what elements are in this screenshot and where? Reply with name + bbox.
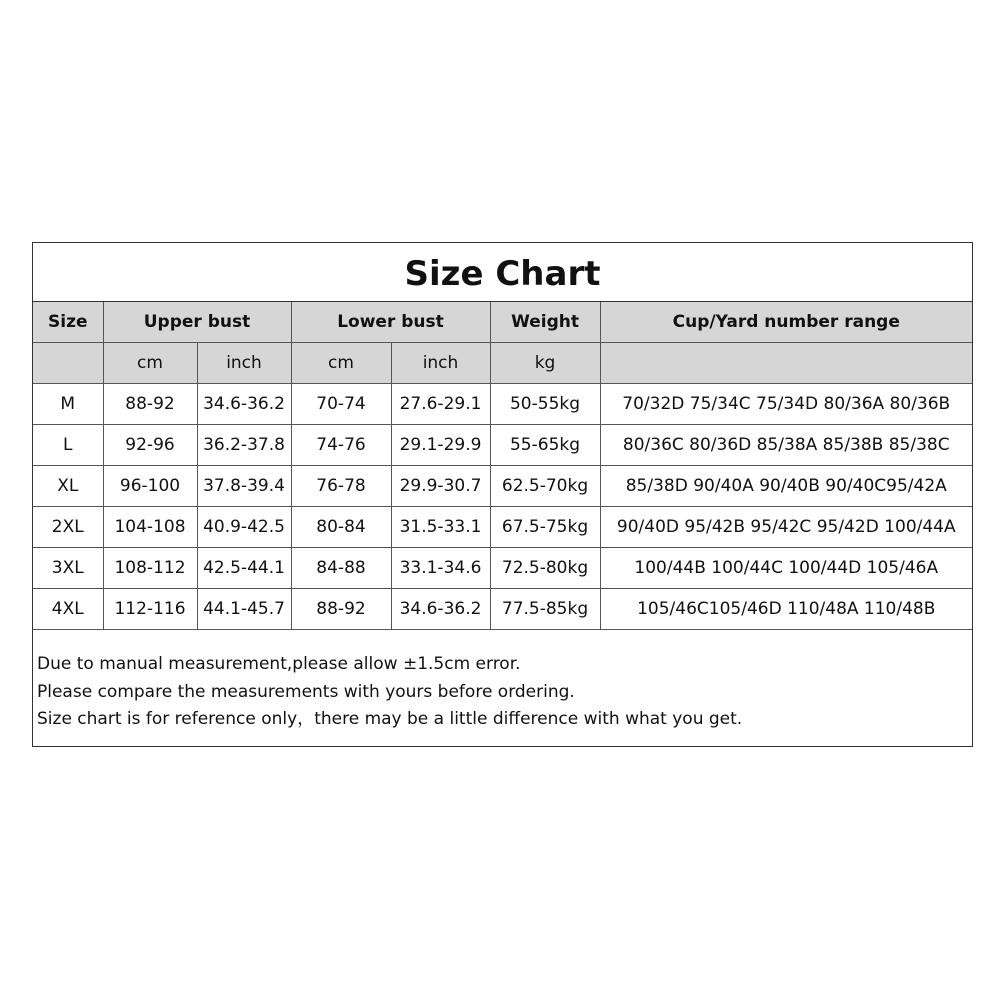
cell-upper-cm: 96-100	[103, 466, 197, 507]
cell-weight: 50-55kg	[490, 384, 600, 425]
cell-cup-range: 80/36C 80/36D 85/38A 85/38B 85/38C	[600, 425, 972, 466]
cell-lower-cm: 70-74	[291, 384, 391, 425]
cell-lower-cm: 80-84	[291, 507, 391, 548]
table-row	[33, 425, 972, 466]
table-row	[33, 507, 972, 548]
cell-lower-inch: 29.9-30.7	[391, 466, 490, 507]
table-row	[33, 384, 972, 425]
header-size: Size	[33, 302, 103, 343]
unit-upper-inch: inch	[197, 343, 291, 384]
header-cup-range: Cup/Yard number range	[600, 302, 972, 343]
cell-lower-cm: 74-76	[291, 425, 391, 466]
cell-cup-range: 70/32D 75/34C 75/34D 80/36A 80/36B	[600, 384, 972, 425]
cell-lower-inch: 34.6-36.2	[391, 589, 490, 630]
cell-lower-cm: 88-92	[291, 589, 391, 630]
units-row	[33, 343, 972, 384]
cell-cup-range: 85/38D 90/40A 90/40B 90/40C95/42A	[600, 466, 972, 507]
cell-upper-cm: 108-112	[103, 548, 197, 589]
header-row	[33, 302, 972, 343]
cell-upper-cm: 112-116	[103, 589, 197, 630]
cell-upper-inch: 40.9-42.5	[197, 507, 291, 548]
note-line: Size chart is for reference only，there may be a little difference with what you get.	[37, 709, 743, 729]
cell-size: L	[33, 425, 103, 466]
header-lower-bust: Lower bust	[291, 302, 490, 343]
cell-size: M	[33, 384, 103, 425]
cell-size: 2XL	[33, 507, 103, 548]
chart-title: Size Chart	[33, 243, 972, 302]
cell-size: XL	[33, 466, 103, 507]
cell-weight: 77.5-85kg	[490, 589, 600, 630]
size-table	[33, 302, 972, 630]
cell-lower-cm: 84-88	[291, 548, 391, 589]
cell-lower-inch: 31.5-33.1	[391, 507, 490, 548]
unit-lower-inch: inch	[391, 343, 490, 384]
notes	[37, 651, 967, 734]
unit-lower-cm: cm	[291, 343, 391, 384]
cell-cup-range: 105/46C105/46D 110/48A 110/48B	[600, 589, 972, 630]
cell-cup-range: 90/40D 95/42B 95/42C 95/42D 100/44A	[600, 507, 972, 548]
cell-upper-inch: 34.6-36.2	[197, 384, 291, 425]
header-upper-bust: Upper bust	[103, 302, 291, 343]
note-line: Please compare the measurements with yours before ordering.	[37, 681, 575, 702]
cell-size: 4XL	[33, 589, 103, 630]
cell-upper-cm: 88-92	[103, 384, 197, 425]
table-row	[33, 466, 972, 507]
table-row	[33, 548, 972, 589]
cell-weight: 67.5-75kg	[490, 507, 600, 548]
header-weight: Weight	[490, 302, 600, 343]
cell-upper-inch: 42.5-44.1	[197, 548, 291, 589]
unit-weight: kg	[490, 343, 600, 384]
unit-upper-cm: cm	[103, 343, 197, 384]
cell-lower-inch: 27.6-29.1	[391, 384, 490, 425]
cell-lower-cm: 76-78	[291, 466, 391, 507]
table-row	[33, 589, 972, 630]
cell-upper-inch: 44.1-45.7	[197, 589, 291, 630]
size-chart	[32, 242, 973, 747]
unit-size	[33, 343, 103, 384]
cell-upper-inch: 36.2-37.8	[197, 425, 291, 466]
cell-upper-cm: 104-108	[103, 507, 197, 548]
cell-cup-range: 100/44B 100/44C 100/44D 105/46A	[600, 548, 972, 589]
unit-cup-range	[600, 343, 972, 384]
cell-weight: 55-65kg	[490, 425, 600, 466]
cell-lower-inch: 33.1-34.6	[391, 548, 490, 589]
cell-lower-inch: 29.1-29.9	[391, 425, 490, 466]
cell-weight: 72.5-80kg	[490, 548, 600, 589]
cell-size: 3XL	[33, 548, 103, 589]
cell-upper-inch: 37.8-39.4	[197, 466, 291, 507]
note-line: Due to manual measurement,please allow ±1.5cm error.	[37, 654, 521, 674]
cell-upper-cm: 92-96	[103, 425, 197, 466]
cell-weight: 62.5-70kg	[490, 466, 600, 507]
